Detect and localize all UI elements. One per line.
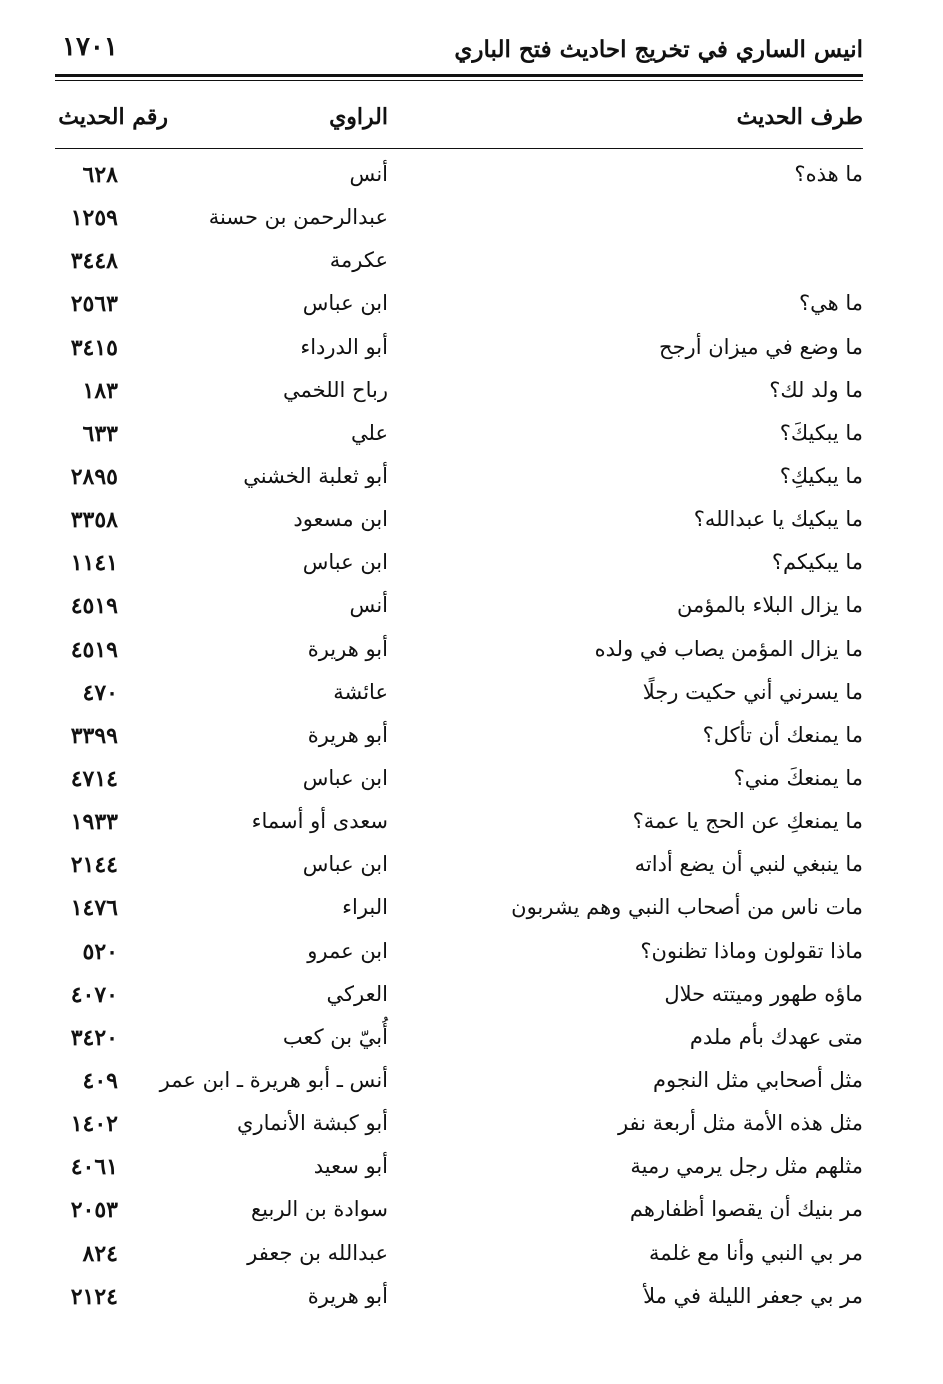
narrator-cell: أبو سعيد <box>313 1154 388 1179</box>
narrator-cell: أبو هريرة <box>307 1283 388 1308</box>
hadith-number-cell: ٢١٢٤ <box>70 1283 118 1310</box>
hadith-number-cell: ١٨٣ <box>82 377 118 404</box>
table-row <box>0 585 943 628</box>
hadith-number-cell: ١٤٠٢ <box>70 1111 118 1138</box>
table-row <box>0 370 943 413</box>
hadith-number-cell: ٤٧١٤ <box>70 765 118 792</box>
hadith-number-cell: ٤٥١٩ <box>70 593 118 620</box>
hadith-number-cell: ٤٥١٩ <box>70 636 118 663</box>
running-title: انيس الساري في تخريج احاديث فتح الباري <box>454 36 863 63</box>
column-header-rawi: الراوي <box>329 104 388 130</box>
table-row <box>0 154 943 197</box>
hadith-opening-cell: ما يبكيكم؟ <box>771 550 863 575</box>
hadith-index-table <box>0 154 943 1319</box>
narrator-cell: علي <box>351 420 388 445</box>
table-row <box>0 456 943 499</box>
narrator-cell: أبو هريرة <box>307 722 388 747</box>
table-row <box>0 887 943 930</box>
table-row <box>0 974 943 1017</box>
narrator-cell: عكرمة <box>329 248 388 273</box>
narrator-cell: عبدالله بن جعفر <box>247 1240 388 1265</box>
narrator-cell: أنس ـ أبو هريرة ـ ابن عمر <box>159 1067 388 1092</box>
hadith-number-cell: ٤٠٧٠ <box>70 981 118 1008</box>
hadith-opening-cell: ماذا تقولون وماذا تظنون؟ <box>640 938 863 963</box>
narrator-cell: سوادة بن الربيع <box>251 1197 388 1222</box>
table-row <box>0 283 943 326</box>
hadith-number-cell: ٣٣٥٨ <box>70 507 118 534</box>
table-row <box>0 1017 943 1060</box>
table-row <box>0 542 943 585</box>
hadith-opening-cell: مات ناس من أصحاب النبي وهم يشربون <box>511 895 863 920</box>
narrator-cell: أبو الدرداء <box>300 334 388 359</box>
hadith-opening-cell: ما يبكيكَ؟ <box>779 420 863 445</box>
table-row <box>0 327 943 370</box>
hadith-opening-cell: ما يزال البلاء بالمؤمن <box>676 593 863 618</box>
hadith-number-cell: ٤٠٩ <box>82 1067 118 1094</box>
table-row <box>0 1146 943 1189</box>
hadith-opening-cell: مر بنيك أن يقصوا أظفارهم <box>629 1197 863 1222</box>
table-row <box>0 1276 943 1319</box>
table-row <box>0 197 943 240</box>
hadith-opening-cell: ما هذه؟ <box>794 162 863 186</box>
hadith-number-cell: ٢١٤٤ <box>70 852 118 879</box>
hadith-number-cell: ٣٤٤٨ <box>70 248 118 275</box>
hadith-number-cell: ١٤٧٦ <box>70 895 118 922</box>
column-header-tarf: طرف الحديث <box>736 104 863 130</box>
hadith-number-cell: ١١٤١ <box>70 550 118 577</box>
narrator-cell: أُبيّ بن كعب <box>282 1024 388 1049</box>
hadith-opening-cell: ما يبكيكِ؟ <box>779 463 863 488</box>
header-rule-thick <box>55 74 863 77</box>
table-row <box>0 715 943 758</box>
table-row <box>0 758 943 801</box>
table-row <box>0 1103 943 1146</box>
hadith-opening-cell: ما يبكيك يا عبدالله؟ <box>693 507 863 532</box>
narrator-cell: البراء <box>342 895 388 920</box>
narrator-cell: سعدى أو أسماء <box>251 809 388 834</box>
page-number: ١٧٠١ <box>62 32 118 62</box>
table-row <box>0 240 943 283</box>
hadith-opening-cell: متى عهدك بأم ملدم <box>689 1024 863 1049</box>
narrator-cell: ابن عباس <box>302 550 388 575</box>
hadith-opening-cell: ما يمنعك أن تأكل؟ <box>702 722 863 747</box>
hadith-number-cell: ٣٣٩٩ <box>70 722 118 749</box>
hadith-opening-cell: ماؤه طهور وميتته حلال <box>664 981 863 1006</box>
table-row <box>0 844 943 887</box>
hadith-opening-cell: مر بي النبي وأنا مع غلمة <box>649 1240 863 1265</box>
hadith-number-cell: ٨٢٤ <box>82 1240 118 1267</box>
narrator-cell: عبدالرحمن بن حسنة <box>208 205 388 230</box>
hadith-number-cell: ٥٢٠ <box>82 938 118 965</box>
narrator-cell: ابن عباس <box>302 765 388 790</box>
narrator-cell: أبو ثعلبة الخشني <box>243 463 388 488</box>
hadith-number-cell: ٢٥٦٣ <box>70 291 118 318</box>
hadith-opening-cell: ما ولد لك؟ <box>769 377 863 402</box>
narrator-cell: رباح اللخمي <box>283 377 388 402</box>
narrator-cell: العركي <box>326 981 388 1006</box>
table-row <box>0 629 943 672</box>
narrator-cell: أبو كبشة الأنماري <box>237 1111 388 1136</box>
table-row <box>0 1189 943 1232</box>
hadith-number-cell: ٣٤١٥ <box>70 334 118 361</box>
hadith-opening-cell: ما يمنعكَ مني؟ <box>733 765 863 790</box>
hadith-number-cell: ٤٠٦١ <box>70 1154 118 1181</box>
table-row <box>0 1060 943 1103</box>
narrator-cell: أنس <box>349 593 388 618</box>
hadith-number-cell: ١٩٣٣ <box>70 809 118 836</box>
narrator-cell: أنس <box>349 162 388 186</box>
narrator-cell: أبو هريرة <box>307 636 388 661</box>
table-row <box>0 801 943 844</box>
narrator-cell: عائشة <box>333 679 388 704</box>
hadith-opening-cell: ما هي؟ <box>798 291 863 316</box>
table-row <box>0 499 943 542</box>
header-rule-thin <box>55 80 863 81</box>
column-header-rule <box>55 148 863 149</box>
hadith-opening-cell: ما يزال المؤمن يصاب في ولده <box>594 636 863 661</box>
hadith-opening-cell: مثل أصحابي مثل النجوم <box>653 1067 863 1092</box>
hadith-number-cell: ٦٣٣ <box>82 420 118 447</box>
table-row <box>0 931 943 974</box>
hadith-opening-cell: مثل هذه الأمة مثل أربعة نفر <box>617 1111 863 1136</box>
hadith-number-cell: ١٢٥٩ <box>70 205 118 232</box>
hadith-opening-cell: ما وضع في ميزان أرجح <box>659 334 863 359</box>
narrator-cell: ابن عباس <box>302 852 388 877</box>
hadith-number-cell: ٣٤٢٠ <box>70 1024 118 1051</box>
column-header-raqm: رقم الحديث <box>58 104 168 130</box>
hadith-number-cell: ٦٢٨ <box>82 162 118 188</box>
hadith-number-cell: ٤٧٠ <box>82 679 118 706</box>
hadith-opening-cell: ما يسرني أني حكيت رجلًا <box>642 679 863 704</box>
hadith-opening-cell: ما ينبغي لنبي أن يضع أداته <box>634 852 863 877</box>
hadith-opening-cell: مر بي جعفر الليلة في ملأ <box>643 1283 863 1308</box>
table-row <box>0 1233 943 1276</box>
hadith-number-cell: ٢٠٥٣ <box>70 1197 118 1224</box>
hadith-opening-cell: مثلهم مثل رجل يرمي رمية <box>630 1154 863 1179</box>
hadith-opening-cell: ما يمنعكِ عن الحج يا عمة؟ <box>632 809 863 834</box>
hadith-number-cell: ٢٨٩٥ <box>70 463 118 490</box>
table-row <box>0 413 943 456</box>
narrator-cell: ابن عباس <box>302 291 388 316</box>
narrator-cell: ابن مسعود <box>293 507 388 532</box>
narrator-cell: ابن عمرو <box>307 938 388 963</box>
table-row <box>0 672 943 715</box>
